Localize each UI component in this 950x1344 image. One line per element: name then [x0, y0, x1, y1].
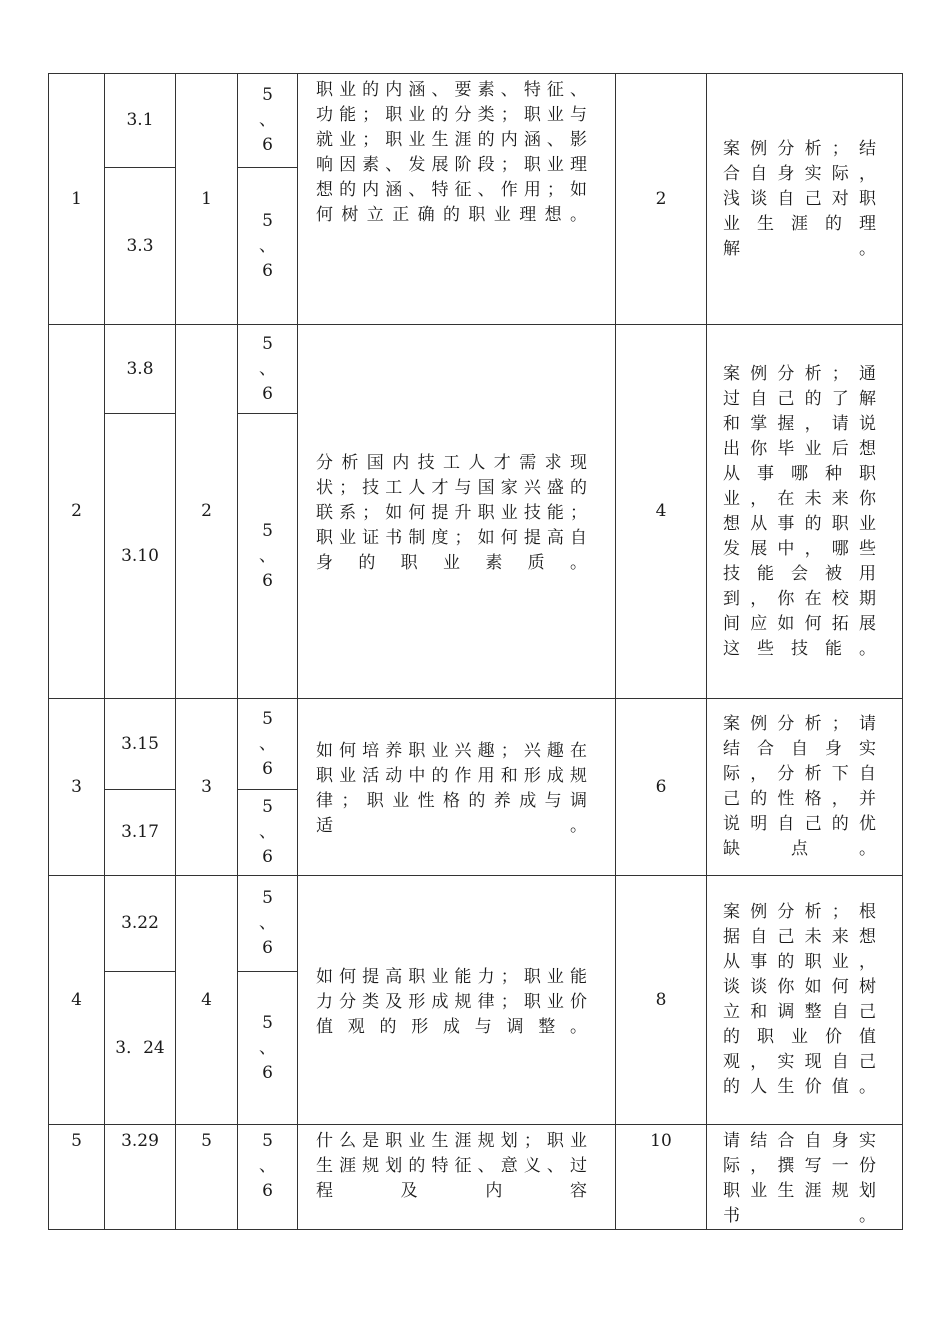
date-cell: 3.22: [105, 876, 176, 972]
task-cell: 案例分析；通过自己的了解和掌握，请说出你毕业后想从事哪种职业，在未来你想从事的职业发展中，哪些技能会被用到，你在校期间应如何拓展这些技能。: [707, 325, 903, 699]
hours-cell: 6: [616, 699, 707, 876]
schedule-table: [48, 73, 903, 1230]
period-cell: 5 、 6: [238, 74, 298, 168]
row-number: 2: [49, 325, 105, 699]
date-cell: 3.8: [105, 325, 176, 414]
date-cell: 3.1: [105, 74, 176, 168]
hours-cell: 4: [616, 325, 707, 699]
period-cell: 5 、 6: [238, 972, 298, 1125]
week-cell: 2: [176, 325, 238, 699]
week-cell: 4: [176, 876, 238, 1125]
task-cell: 案例分析；请结合自身实际，分析下自己的性格，并说明自己的优缺点。: [707, 699, 903, 876]
hours-cell: 10: [616, 1125, 707, 1230]
period-cell: 5 、 6: [238, 790, 298, 876]
period-cell: 5 、 6: [238, 699, 298, 790]
row-number: 4: [49, 876, 105, 1125]
date-cell: 3.3: [105, 168, 176, 325]
date-cell: 3.15: [105, 699, 176, 790]
table-row: [49, 699, 903, 790]
content-cell: 如何提高职业能力；职业能力分类及形成规律；职业价值观的形成与调整。: [298, 876, 616, 1125]
table-row: [49, 1125, 903, 1230]
table-row: [49, 876, 903, 972]
content-cell: 职业的内涵、要素、特征、功能；职业的分类；职业与就业；职业生涯的内涵、影响因素、发展阶段；职业理想的内涵、特征、作用；如何树立正确的职业理想。: [298, 74, 616, 325]
week-cell: 1: [176, 74, 238, 325]
task-cell: 案例分析；根据自己未来想从事的职业，谈谈你如何树立和调整自己的职业价值观，实现自己的人生价值。: [707, 876, 903, 1125]
row-number: 3: [49, 699, 105, 876]
content-cell: 如何培养职业兴趣；兴趣在职业活动中的作用和形成规律；职业性格的养成与调适。: [298, 699, 616, 876]
row-number: 1: [49, 74, 105, 325]
task-cell: 案例分析；结合自身实际，浅谈自己对职业生涯的理解。: [707, 74, 903, 325]
task-cell: 请结合自身实际，撰写一份职业生涯规划书。: [707, 1125, 903, 1230]
table-row: [49, 325, 903, 414]
date-cell: 3．24: [105, 972, 176, 1125]
period-cell: 5 、 6: [238, 414, 298, 699]
hours-cell: 8: [616, 876, 707, 1125]
period-cell: 5 、 6: [238, 876, 298, 972]
week-cell: 3: [176, 699, 238, 876]
content-cell: 什么是职业生涯规划；职业生涯规划的特征、意义、过程及内容: [298, 1125, 616, 1230]
date-cell: 3.17: [105, 790, 176, 876]
row-number: 5: [49, 1125, 105, 1230]
table-row: [49, 74, 903, 168]
week-cell: 5: [176, 1125, 238, 1230]
hours-cell: 2: [616, 74, 707, 325]
period-cell: 5 、 6: [238, 1125, 298, 1230]
period-cell: 5 、 6: [238, 325, 298, 414]
date-cell: 3.29: [105, 1125, 176, 1230]
period-cell: 5 、 6: [238, 168, 298, 325]
content-cell: 分析国内技工人才需求现状；技工人才与国家兴盛的联系；如何提升职业技能；职业证书制度；如何提高自身的职业素质。: [298, 325, 616, 699]
date-cell: 3.10: [105, 414, 176, 699]
